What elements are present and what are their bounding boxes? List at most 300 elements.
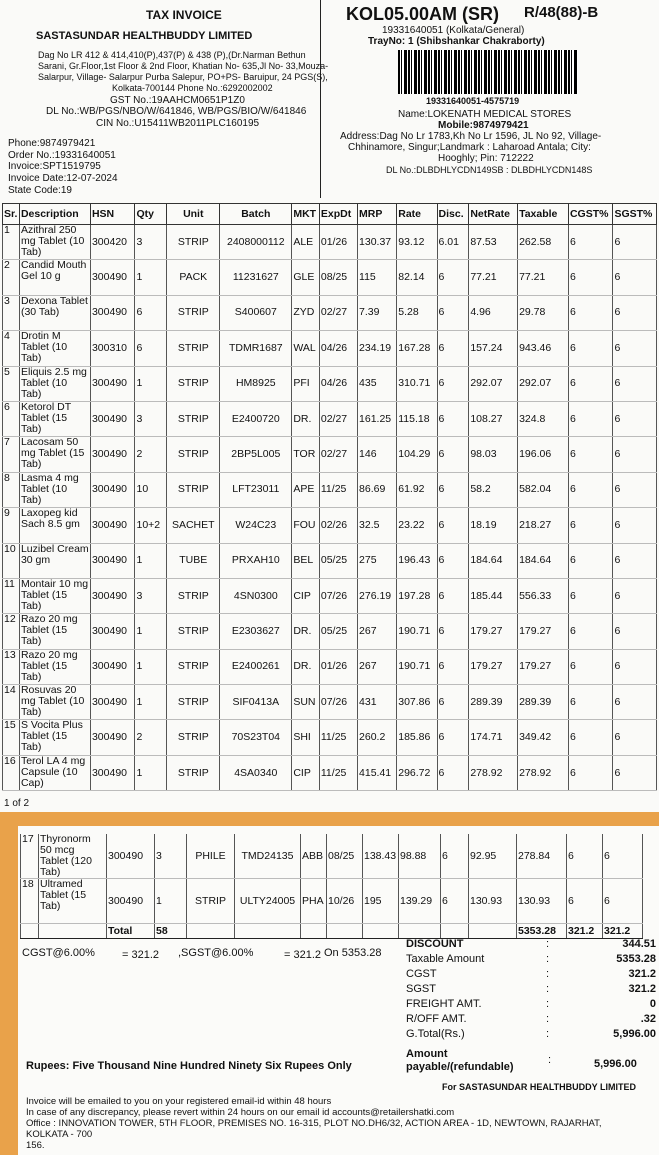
unit-cell: STRIP: [167, 295, 220, 330]
cin-no: CIN No.:U15411WB2011PLC160195: [96, 118, 260, 129]
col-header: Qty: [135, 204, 167, 225]
totals-label: G.Total(Rs.): [406, 1028, 465, 1040]
hsn-cell: 300490: [90, 543, 135, 578]
table-row: [21, 834, 643, 879]
batch-cell: 2BP5L005: [220, 437, 292, 472]
mrp-cell: 276.19: [358, 578, 397, 613]
sr-cell: 4: [3, 331, 20, 366]
totals-block: [406, 938, 656, 1043]
on-taxable: On 5353.28: [324, 947, 382, 959]
sr-cell: 11: [3, 578, 20, 613]
mkt-cell: SHI: [292, 720, 320, 755]
taxable-cell: 292.07: [518, 366, 569, 401]
sgst-cell: 6: [613, 649, 657, 684]
qty-cell: 3: [155, 834, 187, 879]
cgst-cell: 6: [568, 508, 613, 543]
disc-cell: 6: [437, 649, 469, 684]
hsn-cell: 300420: [90, 225, 135, 260]
col-header: SGST%: [613, 204, 657, 225]
total-label: Total: [107, 924, 155, 939]
items-body: [3, 225, 657, 791]
disc-cell: 6: [437, 366, 469, 401]
table-row: [3, 649, 657, 684]
col-header: MRP: [358, 204, 397, 225]
batch-cell: E2400261: [220, 649, 292, 684]
taxable-cell: 179.27: [518, 614, 569, 649]
sgst-cell: 6: [613, 331, 657, 366]
taxable-cell: 943.46: [518, 331, 569, 366]
mkt-cell: FOU: [292, 508, 320, 543]
batch-cell: LFT23011: [220, 472, 292, 507]
description-cell: Thyronorm 50 mcg Tablet (120 Tab): [39, 834, 107, 879]
expiry-cell: 10/26: [327, 879, 363, 924]
mrp-cell: 115: [358, 260, 397, 295]
mrp-cell: 7.39: [358, 295, 397, 330]
sr-cell: 13: [3, 649, 20, 684]
mkt-cell: WAL: [292, 331, 320, 366]
description-cell: Candid Mouth Gel 10 g: [19, 260, 90, 295]
invoice-page-2: [18, 826, 659, 1155]
route-label: R/48(88)-B: [524, 4, 599, 21]
total-row: [21, 924, 643, 939]
mkt-cell: TOR: [292, 437, 320, 472]
totals-label: FREIGHT AMT.: [406, 998, 482, 1010]
hsn-cell: 300490: [90, 260, 135, 295]
netrate-cell: 185.44: [469, 578, 518, 613]
cgst-cell: 6: [568, 755, 613, 790]
table-header: [3, 204, 657, 225]
cgst-cell: 6: [568, 437, 613, 472]
mkt-cell: CIP: [292, 578, 320, 613]
qty-cell: 3: [135, 578, 167, 613]
unit-cell: STRIP: [167, 649, 220, 684]
expiry-cell: 11/25: [319, 720, 357, 755]
disc-cell: 6: [437, 578, 469, 613]
table-row: [3, 578, 657, 613]
col-header: Rate: [397, 204, 437, 225]
col-header: Batch: [220, 204, 292, 225]
disc-cell: 6: [441, 879, 469, 924]
expiry-cell: 05/25: [319, 543, 357, 578]
disc-cell: 6: [437, 295, 469, 330]
cgst-cell: 6: [568, 401, 613, 436]
batch-cell: 2408000112: [220, 225, 292, 260]
qty-cell: 1: [135, 366, 167, 401]
taxable-cell: 556.33: [518, 578, 569, 613]
rate-cell: 190.71: [397, 649, 437, 684]
netrate-cell: 98.03: [469, 437, 518, 472]
qty-cell: 1: [135, 649, 167, 684]
sgst-cell: 6: [613, 755, 657, 790]
batch-cell: ULTY24005: [235, 879, 301, 924]
col-header: Description: [19, 204, 90, 225]
mrp-cell: 275: [358, 543, 397, 578]
disc-cell: 6: [437, 614, 469, 649]
order-line: 19331640051 (Kolkata/General): [382, 25, 525, 36]
totals-row: [406, 983, 656, 998]
order-no: Order No.:19331640051: [8, 150, 116, 161]
batch-cell: 70S23T04: [220, 720, 292, 755]
rate-cell: 98.88: [399, 834, 441, 879]
netrate-cell: 4.96: [469, 295, 518, 330]
totals-label: SGST: [406, 983, 436, 995]
table-row: [3, 401, 657, 436]
mrp-cell: 260.2: [358, 720, 397, 755]
qty-cell: 3: [135, 225, 167, 260]
items-table-continued: [20, 834, 643, 939]
cgst-cell: 6: [568, 614, 613, 649]
col-header: ExpDt: [319, 204, 357, 225]
sr-cell: 15: [3, 720, 20, 755]
qty-cell: 10+2: [135, 508, 167, 543]
expiry-cell: 02/27: [319, 401, 357, 436]
col-header: Sr.: [3, 204, 20, 225]
unit-cell: STRIP: [167, 578, 220, 613]
barcode-text: 19331640051-4575719: [426, 96, 520, 106]
expiry-cell: 08/25: [327, 834, 363, 879]
mkt-cell: DR.: [292, 401, 320, 436]
totals-label: DISCOUNT: [406, 938, 464, 950]
unit-cell: STRIP: [167, 685, 220, 720]
mkt-cell: SUN: [292, 685, 320, 720]
description-cell: Montair 10 mg Tablet (15 Tab): [19, 578, 90, 613]
table-row: [3, 755, 657, 790]
unit-cell: SACHET: [167, 508, 220, 543]
mrp-cell: 32.5: [358, 508, 397, 543]
table-row: [3, 331, 657, 366]
mkt-cell: ABB: [301, 834, 327, 879]
batch-cell: 4SA0340: [220, 755, 292, 790]
colon: :: [546, 953, 550, 965]
sgst-cell: 6: [613, 685, 657, 720]
rate-cell: 61.92: [397, 472, 437, 507]
qty-cell: 1: [155, 879, 187, 924]
hsn-cell: 300490: [107, 879, 155, 924]
disc-cell: 6: [441, 834, 469, 879]
mkt-cell: DR.: [292, 614, 320, 649]
description-cell: Eliquis 2.5 mg Tablet (10 Tab): [19, 366, 90, 401]
taxable-cell: 130.93: [517, 879, 567, 924]
hsn-cell: 300490: [90, 366, 135, 401]
sgst-cell: 6: [613, 614, 657, 649]
mrp-cell: 146: [358, 437, 397, 472]
cgst-cell: 6: [568, 225, 613, 260]
hsn-cell: 300490: [90, 720, 135, 755]
totals-value: 0: [649, 998, 656, 1010]
sr-cell: 18: [21, 879, 39, 924]
sgst-cell: 6: [613, 225, 657, 260]
disc-cell: 6: [437, 543, 469, 578]
state-code: State Code:19: [8, 185, 72, 196]
netrate-cell: 77.21: [469, 260, 518, 295]
phone: Phone:9874979421: [8, 138, 96, 149]
description-cell: Razo 20 mg Tablet (15 Tab): [19, 614, 90, 649]
disc-cell: 6: [437, 331, 469, 366]
sgst-cell: 6: [613, 366, 657, 401]
sr-cell: 9: [3, 508, 20, 543]
taxable-cell: 179.27: [518, 649, 569, 684]
col-header: Unit: [167, 204, 220, 225]
cgst-summary-value: = 321.2: [122, 949, 160, 961]
colon: :: [546, 938, 550, 950]
netrate-cell: 87.53: [469, 225, 518, 260]
qty-cell: 6: [135, 331, 167, 366]
rate-cell: 296.72: [397, 755, 437, 790]
invoice-title: TAX INVOICE: [146, 8, 222, 22]
rate-cell: 115.18: [397, 401, 437, 436]
totals-label: R/OFF AMT.: [406, 1013, 467, 1025]
description-cell: S Vocita Plus Tablet (15 Tab): [19, 720, 90, 755]
unit-cell: STRIP: [167, 472, 220, 507]
cgst-cell: 6: [567, 879, 603, 924]
totals-row: [406, 968, 656, 983]
expiry-cell: 01/26: [319, 649, 357, 684]
rate-cell: 197.28: [397, 578, 437, 613]
total-qty: 58: [155, 924, 187, 939]
hsn-cell: 300490: [90, 578, 135, 613]
company-name: SASTASUNDAR HEALTHBUDDY LIMITED: [36, 30, 253, 42]
netrate-cell: 289.39: [469, 685, 518, 720]
address-line: Salarpur, Village- Salarpur Purba Salepur, PO+PS- Baruipur, 24 PGS(S),: [38, 72, 328, 82]
dl-no: DL No.:WB/PGS/NBO/W/641846, WB/PGS/BIO/W/641846: [46, 106, 307, 117]
mrp-cell: 415.41: [358, 755, 397, 790]
address-line: Sarani, Gr.Floor,1st Floor & 2nd Floor, Khatian No- 635,Jl No- 33,Mouza-: [38, 61, 329, 71]
taxable-cell: 262.58: [518, 225, 569, 260]
disc-cell: 6: [437, 508, 469, 543]
description-cell: Lasma 4 mg Tablet (10 Tab): [19, 472, 90, 507]
netrate-cell: 58.2: [469, 472, 518, 507]
unit-cell: STRIP: [167, 437, 220, 472]
cgst-cell: 6: [567, 834, 603, 879]
totals-value: 321.2: [628, 983, 656, 995]
rate-cell: 310.71: [397, 366, 437, 401]
unit-cell: PACK: [167, 260, 220, 295]
rate-cell: 190.71: [397, 614, 437, 649]
page-number: 1 of 2: [4, 798, 30, 809]
items-body-continued: [21, 834, 643, 924]
customer-name: Name:LOKENATH MEDICAL STORES: [398, 109, 572, 120]
sr-cell: 16: [3, 755, 20, 790]
sgst-cell: 6: [603, 834, 643, 879]
unit-cell: TUBE: [167, 543, 220, 578]
seller-header: [0, 0, 329, 198]
mrp-cell: 267: [358, 649, 397, 684]
totals-row: [406, 938, 656, 953]
unit-cell: STRIP: [167, 366, 220, 401]
disc-cell: 6: [437, 437, 469, 472]
cgst-cell: 6: [568, 578, 613, 613]
barcode: [398, 50, 578, 94]
netrate-cell: 174.71: [469, 720, 518, 755]
totals-value: .32: [640, 1013, 656, 1025]
expiry-cell: 04/26: [319, 331, 357, 366]
sgst-cell: 6: [613, 543, 657, 578]
sr-cell: 1: [3, 225, 20, 260]
table-row: [3, 437, 657, 472]
cgst-cell: 6: [568, 331, 613, 366]
totals-row: [406, 1028, 656, 1043]
qty-cell: 1: [135, 543, 167, 578]
qty-cell: 1: [135, 260, 167, 295]
netrate-cell: 108.27: [469, 401, 518, 436]
totals-label: CGST: [406, 968, 437, 980]
table-row: [3, 508, 657, 543]
hsn-cell: 300310: [90, 331, 135, 366]
col-header: HSN: [90, 204, 135, 225]
cgst-cell: 6: [568, 685, 613, 720]
sr-cell: 3: [3, 295, 20, 330]
disc-cell: 6: [437, 401, 469, 436]
description-cell: Lacosam 50 mg Tablet (15 Tab): [19, 437, 90, 472]
hsn-cell: 300490: [90, 649, 135, 684]
sr-cell: 6: [3, 401, 20, 436]
rate-cell: 23.22: [397, 508, 437, 543]
rate-cell: 139.29: [399, 879, 441, 924]
mkt-cell: PFI: [292, 366, 320, 401]
mrp-cell: 234.19: [358, 331, 397, 366]
footer-line: Invoice will be emailed to you on your registered email-id within 48 hours: [26, 1096, 332, 1107]
qty-cell: 2: [135, 437, 167, 472]
amount-payable-label-1: Amount: [406, 1048, 448, 1060]
col-header: MKT: [292, 204, 320, 225]
tray-no: TrayNo: 1 (Shibshankar Chakraborty): [368, 36, 545, 47]
sgst-cell: 6: [613, 508, 657, 543]
disc-cell: 6: [437, 260, 469, 295]
totals-value: 344.51: [622, 938, 656, 950]
qty-cell: 1: [135, 685, 167, 720]
customer-address: Hooghly; Pin: 712222: [438, 153, 534, 164]
footer-line: Office : INNOVATION TOWER, 5TH FLOOR, PREMISES NO. 16-315, PLOT NO.DH6/32, ACTION AREA - 1D, NEWTOWN, RAJARHAT, KOLKATA - 700: [26, 1118, 602, 1140]
hsn-cell: 300490: [90, 614, 135, 649]
rate-cell: 167.28: [397, 331, 437, 366]
batch-cell: TMD24135: [235, 834, 301, 879]
address-line: Kolkata-700144 Phone No.:6292002002: [112, 83, 273, 93]
colon: :: [546, 1013, 550, 1025]
unit-cell: STRIP: [167, 225, 220, 260]
cgst-cell: 6: [568, 649, 613, 684]
footer-line: In case of any discrepancy, please revert within 24 hours on our email id accounts@retailershatki.com: [26, 1107, 455, 1118]
description-cell: Azithral 250 mg Tablet (10 Tab): [19, 225, 90, 260]
unit-cell: STRIP: [167, 755, 220, 790]
mrp-cell: 161.25: [358, 401, 397, 436]
customer-address: Chhinamore, Singur;Landmark : Laharoad Antala; City:: [348, 142, 591, 153]
description-cell: Drotin M Tablet (10 Tab): [19, 331, 90, 366]
table-row: [3, 543, 657, 578]
qty-cell: 3: [135, 401, 167, 436]
qty-cell: 1: [135, 614, 167, 649]
batch-cell: SIF0413A: [220, 685, 292, 720]
netrate-cell: 92.95: [469, 834, 517, 879]
mkt-cell: ALE: [292, 225, 320, 260]
batch-cell: S400607: [220, 295, 292, 330]
expiry-cell: 11/25: [319, 472, 357, 507]
colon: :: [546, 998, 550, 1010]
customer-address: Address:Dag No Lr 1783,Kh No Lr 1596, JL No 92, Village-: [340, 131, 602, 142]
sgst-cell: 6: [613, 578, 657, 613]
amount-payable-label-2: payable/(refundable): [406, 1061, 514, 1073]
colon: :: [546, 1028, 550, 1040]
mrp-cell: 435: [358, 366, 397, 401]
mkt-cell: APE: [292, 472, 320, 507]
qty-cell: 1: [135, 755, 167, 790]
table-row: [3, 366, 657, 401]
mkt-cell: PHA: [301, 879, 327, 924]
mrp-cell: 130.37: [358, 225, 397, 260]
mkt-cell: GLE: [292, 260, 320, 295]
expiry-cell: 04/26: [319, 366, 357, 401]
customer-dl: DL No.:DLBDHLYCDN149SB : DLBDHLYCDN148S: [386, 165, 593, 175]
for-company: For SASTASUNDAR HEALTHBUDDY LIMITED: [442, 1082, 636, 1092]
col-header: CGST%: [568, 204, 613, 225]
invoice-no: Invoice:SPT1519795: [8, 161, 101, 172]
sr-cell: 10: [3, 543, 20, 578]
qty-cell: 10: [135, 472, 167, 507]
mkt-cell: DR.: [292, 649, 320, 684]
cgst-cell: 6: [568, 720, 613, 755]
table-row: [3, 260, 657, 295]
footer-line: 156.: [26, 1140, 45, 1151]
netrate-cell: 179.27: [469, 614, 518, 649]
netrate-cell: 157.24: [469, 331, 518, 366]
hsn-cell: 300490: [90, 755, 135, 790]
batch-cell: PRXAH10: [220, 543, 292, 578]
disc-cell: 6.01: [437, 225, 469, 260]
description-cell: Luzibel Cream 30 gm: [19, 543, 90, 578]
taxable-cell: 324.8: [518, 401, 569, 436]
colon: :: [546, 968, 550, 980]
table-row: [3, 225, 657, 260]
totals-row: [406, 998, 656, 1013]
sr-cell: 7: [3, 437, 20, 472]
rate-cell: 93.12: [397, 225, 437, 260]
total-taxable: 5353.28: [517, 924, 567, 939]
table-row: [3, 720, 657, 755]
mrp-cell: 138.43: [363, 834, 399, 879]
sr-cell: 2: [3, 260, 20, 295]
expiry-cell: 05/25: [319, 614, 357, 649]
gst-no: GST No.:19AAHCM0651P1Z0: [110, 95, 245, 106]
expiry-cell: 07/26: [319, 578, 357, 613]
expiry-cell: 07/26: [319, 685, 357, 720]
customer-mobile: Mobile:9874979421: [438, 120, 529, 131]
qty-cell: 2: [135, 720, 167, 755]
disc-cell: 6: [437, 685, 469, 720]
taxable-cell: 278.92: [518, 755, 569, 790]
rate-cell: 196.43: [397, 543, 437, 578]
batch-cell: E2400720: [220, 401, 292, 436]
amount-payable-value: 5,996.00: [594, 1058, 637, 1070]
cgst-cell: 6: [568, 295, 613, 330]
taxable-cell: 196.06: [518, 437, 569, 472]
unit-cell: STRIP: [167, 331, 220, 366]
total-sgst: 321.2: [603, 924, 643, 939]
description-cell: Ultramed Tablet (15 Tab): [39, 879, 107, 924]
sgst-cell: 6: [603, 879, 643, 924]
sgst-cell: 6: [613, 401, 657, 436]
mkt-cell: BEL: [292, 543, 320, 578]
total-cgst: 321.2: [567, 924, 603, 939]
batch-cell: TDMR1687: [220, 331, 292, 366]
hsn-cell: 300490: [90, 472, 135, 507]
disc-cell: 6: [437, 720, 469, 755]
colon: :: [546, 983, 550, 995]
amount-payable-label: [406, 1048, 514, 1074]
taxable-cell: 582.04: [518, 472, 569, 507]
description-cell: Ketorol DT Tablet (15 Tab): [19, 401, 90, 436]
slot-label: KOL05.00AM (SR): [346, 4, 500, 24]
table-row: [3, 685, 657, 720]
rate-cell: 104.29: [397, 437, 437, 472]
